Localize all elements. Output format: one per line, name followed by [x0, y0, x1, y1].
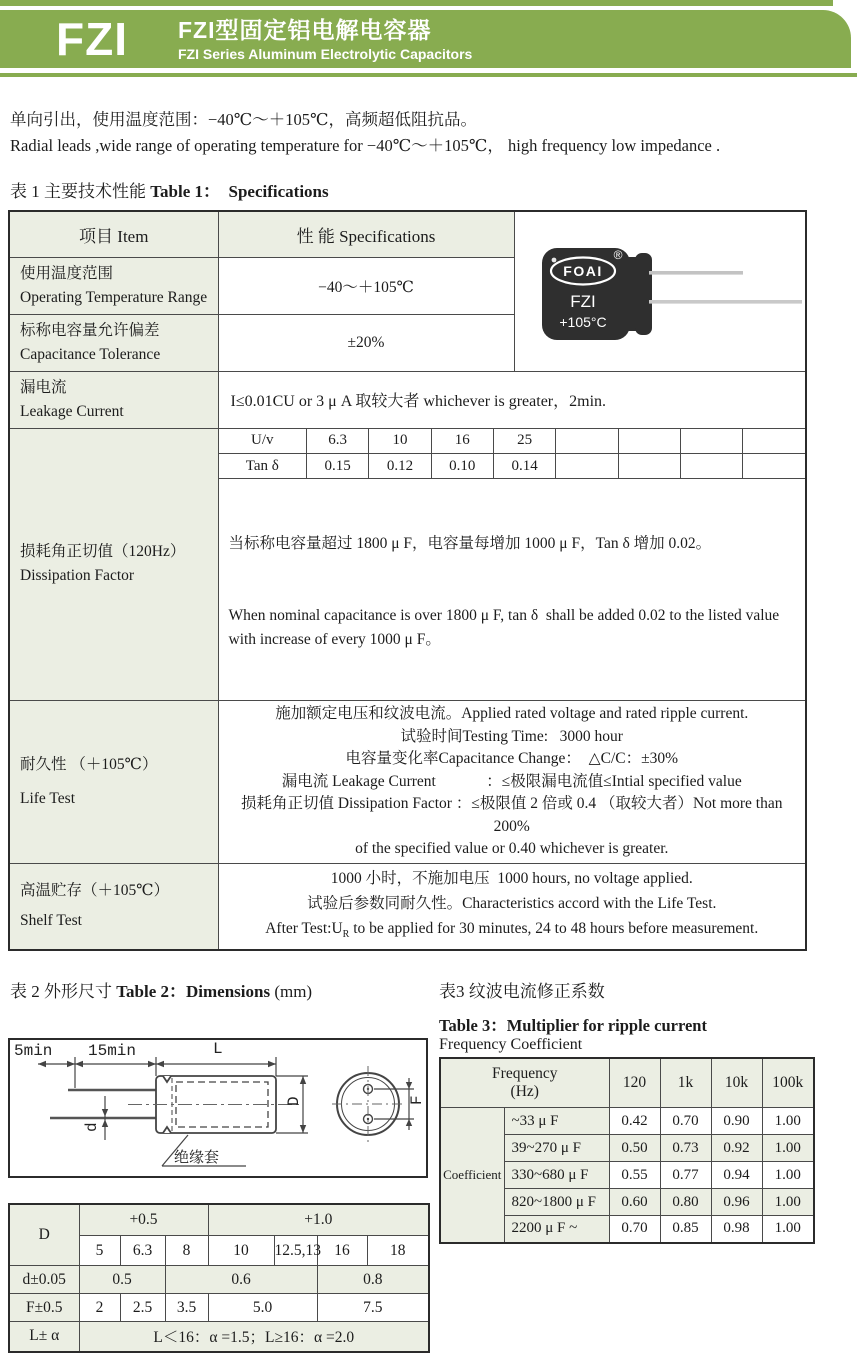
- body-highlight: [551, 258, 556, 263]
- row-label-en: Leakage Current: [20, 402, 124, 420]
- row-label-en: Dissipation Factor: [20, 567, 135, 585]
- multiplier-cell: 0.77: [660, 1162, 711, 1189]
- table-row: [9, 428, 806, 701]
- series-text: FZI: [570, 292, 596, 312]
- dimensions-diagram: [8, 1038, 428, 1178]
- header-top-strip: [0, 0, 833, 6]
- range-cell: ~33 μ F: [504, 1108, 609, 1135]
- page-header: [0, 0, 857, 77]
- multiplier-cell: 1.00: [762, 1162, 814, 1189]
- tan-label-cell: Tan δ: [219, 454, 307, 479]
- f-value-cell: 7.5: [317, 1294, 429, 1322]
- multiplier-cell: 0.60: [609, 1189, 660, 1216]
- dimensions-table: [8, 1203, 430, 1353]
- header-rule: [0, 73, 857, 77]
- ripple-multiplier-table: [439, 1057, 815, 1244]
- row-label-cell: [9, 428, 218, 701]
- row-label-cn: 使用温度范围: [20, 264, 114, 282]
- diameter-cell: 18: [367, 1236, 429, 1266]
- life-line: of the specified value or 0.40 whichever is greater.: [355, 840, 669, 857]
- diameter-cell: 6.3: [120, 1236, 165, 1266]
- shelf-line3-pre: After Test:U: [265, 919, 343, 937]
- tan-cell: 0.14: [493, 454, 555, 479]
- table2-title-en: Table 2：Dimensions: [116, 981, 271, 1001]
- d-header-cell: D: [9, 1204, 79, 1266]
- capacitor-photo-cell: [514, 211, 806, 371]
- diameter-cell: 8: [165, 1236, 208, 1266]
- table3-title-en: Table 3：Multiplier for ripple current: [439, 1015, 707, 1035]
- uv-cell: [680, 429, 742, 454]
- multiplier-cell: 0.80: [660, 1189, 711, 1216]
- value-cell: −40～＋105℃: [218, 257, 514, 314]
- tan-cell: 0.12: [369, 454, 431, 479]
- frequency-header-cell: [440, 1058, 609, 1108]
- table-row: [9, 1322, 429, 1352]
- uv-cell: [743, 429, 805, 454]
- life-line: 损耗角正切值 Dissipation Factor ：≤极限值 2 倍或 0.4 （取较大者）Not more than 200%: [240, 795, 787, 835]
- shelf-line: 试验后参数同耐久性。Characteristics accord with the Life Test.: [307, 894, 717, 912]
- uv-cell: [556, 429, 618, 454]
- uv-cell: 25: [493, 429, 555, 454]
- table3-title-cn: 表3 纹波电流修正系数: [439, 981, 605, 1001]
- coefficient-label-cell: Coefficient: [440, 1108, 504, 1243]
- tan-cell: 0.15: [307, 454, 369, 479]
- table-row: [9, 701, 806, 864]
- row-label-cn: 损耗角正切值（120Hz）: [20, 543, 186, 561]
- multiplier-cell: 1.00: [762, 1189, 814, 1216]
- dim-label-length: L: [213, 1039, 223, 1058]
- dissipation-note-en: When nominal capacitance is over 1800 μ F, tan δ shall be added 0.02 to the listed value with increase of every 1000 μ F。: [228, 607, 784, 648]
- table-row: [9, 1294, 429, 1322]
- multiplier-cell: 0.55: [609, 1162, 660, 1189]
- tan-cell: [743, 454, 805, 479]
- row-label-cn: 高温贮存（＋105℃）: [20, 882, 170, 900]
- frequency-header-line1: Frequency: [492, 1064, 558, 1082]
- uv-cell: 16: [431, 429, 493, 454]
- row-label-cell: [9, 314, 218, 371]
- tan-cell: 0.10: [431, 454, 493, 479]
- table-row: [9, 1204, 429, 1236]
- multiplier-cell: 0.90: [711, 1108, 762, 1135]
- shelf-line3-post: to be applied for 30 minutes, 24 to 48 hours before measurement.: [349, 919, 759, 937]
- multiplier-cell: 0.98: [711, 1216, 762, 1243]
- table1-title-en: Table 1： Specifications: [150, 182, 329, 201]
- dissipation-note-cn: 当标称电容量超过 1800 μ F，电容量每增加 1000 μ F，Tan δ 增加 0.02。: [228, 535, 712, 552]
- range-cell: 820~1800 μ F: [504, 1189, 609, 1216]
- freq-col-cell: 1k: [660, 1058, 711, 1108]
- sleeve-label: 绝缘套: [174, 1149, 220, 1166]
- capacitor-photo-image: [515, 217, 805, 360]
- tolerance-cell: +1.0: [208, 1204, 429, 1236]
- row-label-cn: 漏电流: [20, 378, 67, 396]
- multiplier-cell: 0.92: [711, 1135, 762, 1162]
- multiplier-cell: 1.00: [762, 1108, 814, 1135]
- tan-cell: [680, 454, 742, 479]
- uv-cell: 10: [369, 429, 431, 454]
- life-test-cell: [218, 701, 806, 864]
- dim-label-15min: 15min: [88, 1041, 137, 1060]
- dim-label-D: D: [285, 1095, 303, 1106]
- table-row: [219, 454, 806, 479]
- range-cell: 39~270 μ F: [504, 1135, 609, 1162]
- row-label-en: Life Test: [20, 789, 76, 807]
- multiplier-cell: 0.73: [660, 1135, 711, 1162]
- f-value-cell: 2.5: [120, 1294, 165, 1322]
- spec-header-cell: 性 能 Specifications: [218, 211, 514, 257]
- uv-label-cell: U/v: [219, 429, 307, 454]
- dim-label-d: d: [83, 1121, 101, 1132]
- multiplier-cell: 0.42: [609, 1108, 660, 1135]
- life-line: 电容量变化率Capacitance Change： △C/C：±30%: [345, 750, 679, 767]
- diameter-cell: 5: [79, 1236, 120, 1266]
- table2-title-unit: (mm): [274, 981, 313, 1001]
- row-label-cell: L± α: [9, 1322, 79, 1352]
- table3-subtitle: Frequency Coefficient: [439, 1035, 583, 1053]
- life-line: 试验时间Testing Time: 3000 hour: [400, 727, 623, 745]
- life-line: 漏电流 Leakage Current ：≤极限漏电流值≤Intial specified value: [281, 772, 742, 790]
- tan-cell: [618, 454, 680, 479]
- dim-label-F: F: [408, 1094, 426, 1105]
- value-cell: I≤0.01CU or 3 μ A 取较大者 whichever is greater，2min.: [218, 371, 806, 428]
- diameter-cell: 12.5,13: [274, 1236, 317, 1266]
- series-logo: FZI: [56, 13, 128, 65]
- registered-mark: ®: [613, 248, 623, 263]
- range-cell: 330~680 μ F: [504, 1162, 609, 1189]
- dissipation-cell: [218, 428, 806, 701]
- shelf-line3-sub: R: [342, 928, 350, 940]
- f-value-cell: 3.5: [165, 1294, 208, 1322]
- multiplier-cell: 1.00: [762, 1135, 814, 1162]
- shelf-test-cell: [218, 863, 806, 950]
- row-label-en: Shelf Test: [20, 912, 82, 930]
- row-label-en: Capacitance Tolerance: [20, 345, 161, 363]
- row-label-en: Operating Temperature Range: [20, 288, 208, 306]
- multiplier-cell: 0.70: [660, 1108, 711, 1135]
- item-header-cell: 项目 Item: [9, 211, 218, 257]
- f-value-cell: 5.0: [208, 1294, 317, 1322]
- uv-cell: 6.3: [307, 429, 369, 454]
- diameter-cell: 10: [208, 1236, 274, 1266]
- row-label-cell: d±0.05: [9, 1266, 79, 1294]
- multiplier-cell: 0.70: [609, 1216, 660, 1243]
- freq-col-cell: 100k: [762, 1058, 814, 1108]
- freq-col-cell: 120: [609, 1058, 660, 1108]
- multiplier-cell: 0.96: [711, 1189, 762, 1216]
- temp-text: +105°C: [559, 314, 607, 331]
- table2-section: [8, 977, 428, 1353]
- freq-col-cell: 10k: [711, 1058, 762, 1108]
- middle-section: [8, 977, 857, 1353]
- dim-label-5min: 5min: [14, 1041, 53, 1060]
- intro-text: [10, 107, 857, 159]
- row-label-cell: F±0.5: [9, 1294, 79, 1322]
- brand-text: FOAI: [563, 263, 603, 280]
- row-label-cell: [9, 863, 218, 950]
- d-value-cell: 0.8: [317, 1266, 429, 1294]
- row-label-cn: 标称电容量允许偏差: [20, 321, 160, 339]
- intro-line-en: Radial leads ,wide range of operating temperature for −40℃～＋105℃， high frequency low impedance .: [10, 136, 721, 155]
- tolerance-cell: +0.5: [79, 1204, 208, 1236]
- uv-cell: [618, 429, 680, 454]
- table1-title: [10, 177, 857, 202]
- dissipation-notes: [219, 479, 806, 700]
- shelf-line: 1000 小时，不施加电压 1000 hours, no voltage applied.: [330, 869, 693, 887]
- capacitor-lead-top: [649, 271, 743, 275]
- series-banner: [0, 10, 851, 68]
- table3-section: [439, 977, 813, 1244]
- multiplier-cell: 0.94: [711, 1162, 762, 1189]
- row-label-cell: [9, 371, 218, 428]
- multiplier-cell: 0.50: [609, 1135, 660, 1162]
- f-value-cell: 2: [79, 1294, 120, 1322]
- dimensions-diagram-image: [10, 1040, 426, 1176]
- life-line: 施加额定电压和纹波电流。Applied rated voltage and rated ripple current.: [275, 705, 749, 722]
- tan-cell: [556, 454, 618, 479]
- specifications-table: [8, 210, 807, 951]
- table-row: [440, 1058, 814, 1108]
- l-value-cell: L＜16：α =1.5；L≥16：α =2.0: [79, 1322, 429, 1352]
- tan-delta-table: [219, 429, 806, 480]
- shelf-line: [231, 916, 794, 947]
- table2-title: [10, 977, 428, 1002]
- banner-title-en: FZI Series Aluminum Electrolytic Capacitors: [178, 45, 473, 62]
- capacitor-lead-bottom: [649, 300, 802, 304]
- banner-titles: [178, 17, 472, 62]
- table-row: [9, 863, 806, 950]
- table-row: [9, 1266, 429, 1294]
- range-cell: 2200 μ F ~: [504, 1216, 609, 1243]
- d-value-cell: 0.5: [79, 1266, 165, 1294]
- banner-title-cn: FZI型固定铝电解电容器: [178, 16, 432, 43]
- d-value-cell: 0.6: [165, 1266, 317, 1294]
- row-label-cell: [9, 701, 218, 864]
- multiplier-cell: 1.00: [762, 1216, 814, 1243]
- frequency-header-line2: (Hz): [510, 1082, 539, 1100]
- table-row: [9, 371, 806, 428]
- table1-title-cn: 表 1 主要技术性能: [10, 182, 146, 201]
- value-cell: ±20%: [218, 314, 514, 371]
- row-label-cell: [9, 257, 218, 314]
- table-row: [219, 429, 806, 454]
- row-label-cn: 耐久性 （＋105℃）: [20, 755, 158, 773]
- table-row: [9, 211, 806, 257]
- intro-line-cn: 单向引出，使用温度范围：−40℃～＋105℃，高频超低阻抗品。: [10, 110, 477, 129]
- diameter-cell: 16: [317, 1236, 367, 1266]
- multiplier-cell: 0.85: [660, 1216, 711, 1243]
- table-row: [440, 1108, 814, 1135]
- table2-title-cn: 表 2 外形尺寸: [10, 981, 112, 1001]
